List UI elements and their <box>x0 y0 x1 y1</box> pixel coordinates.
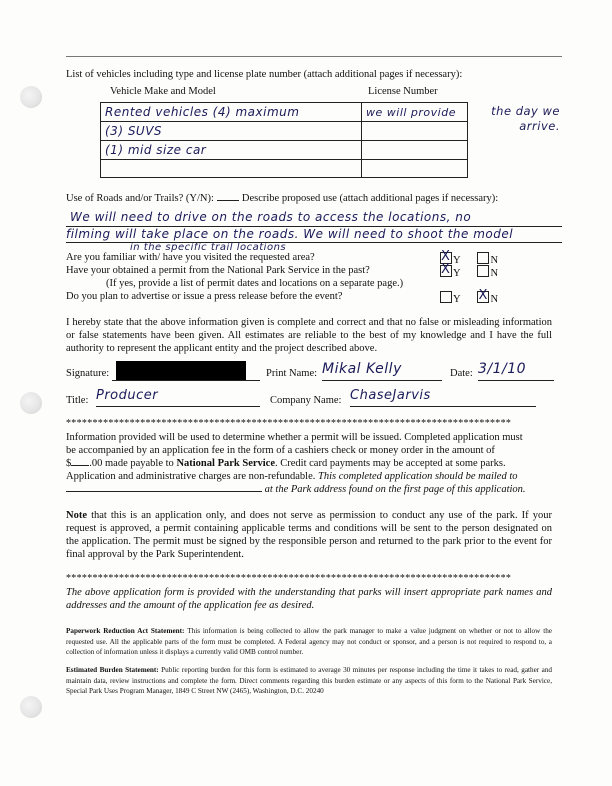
fee-line: be accompanied by an application fee in the form of a cashiers check or money order in the amount of <box>66 445 495 456</box>
vehicles-heading: List of vehicles including type and license plate number (attach additional pages if necessary): <box>66 69 463 80</box>
print-name-value: Mikal Kelly <box>322 361 402 377</box>
fee-paragraph <box>66 431 552 496</box>
punch-hole-bottom <box>20 696 42 718</box>
license-cell[interactable] <box>362 122 468 141</box>
roads-answer-line: in the specific trail locations <box>130 243 287 253</box>
table-row <box>101 160 468 178</box>
license-cell[interactable] <box>362 141 468 160</box>
fee-line: at the Park address found on the first page of this application. <box>66 483 552 496</box>
print-name-field[interactable] <box>322 360 442 381</box>
question-prior-permit: Have your obtained a permit from the National Park Service in the past? <box>66 265 370 276</box>
checkbox-no[interactable] <box>477 265 489 277</box>
question-advertise: Do you plan to advertise or issue a press release before the event? <box>66 291 343 302</box>
company-name-label: Company Name: <box>270 395 342 406</box>
title-field[interactable] <box>96 386 260 407</box>
table-row <box>101 122 468 141</box>
vehicle-make-cell[interactable] <box>101 160 362 178</box>
certification-statement: I hereby state that the above information given is complete and correct and that no false or misleading information or false statements have been given. All estimates are reliable to the best of my knowledge and I have the full authority to represent the applicant entity and the project described above. <box>66 317 552 354</box>
company-name-value: ChaseJarvis <box>350 388 431 403</box>
answer-advertise: Y X N <box>440 291 498 305</box>
note-paragraph: Note that this is an application only, and does not serve as permission to conduct any use of the park. If your request is approved, a permit containing applicable terms and conditions will be sent to the person designated on the application. The permit must be signed by the responsible person and returned to the park prior to the event for final approval by the Park Superintendent. <box>66 510 552 560</box>
roads-answer-line: We will need to drive on the roads to access the locations, no <box>66 209 562 227</box>
roads-question: Use of Roads and/or Trails? (Y/N): Describe proposed use (attach additional pages if necessary): <box>66 193 499 204</box>
checkbox-no[interactable] <box>477 291 489 303</box>
checkbox-yes[interactable] <box>440 265 452 277</box>
answer-prior-permit: X Y N <box>440 265 498 279</box>
license-cell[interactable]: we will provide <box>362 103 468 122</box>
fee-line: $ .00 made payable to National Park Service. Credit card payments may be accepted at some parks. <box>66 458 506 469</box>
roads-answer[interactable] <box>66 209 562 253</box>
permit-list-instruction: (If yes, provide a list of permit dates and locations on a separate page.) <box>106 278 404 289</box>
signature-redaction <box>116 361 246 380</box>
date-label: Date: <box>450 368 473 379</box>
license-cell[interactable] <box>362 160 468 178</box>
vehicles-col-plate: License Number <box>368 86 438 97</box>
date-value: 3/1/10 <box>478 361 527 377</box>
paperwork-reduction-statement: Paperwork Reduction Act Statement: This information is being collected to allow the park manager to make a value judgment on whether or not to allow the requested use. All the applicable parts of the form must be completed. A Federal agency may not conduct or sponsor, and a person is not required to respond to, a collection of information unless it displays a currently valid OMB control number. <box>66 627 552 656</box>
answer-familiar: X Y N <box>440 252 498 266</box>
title-label: Title: <box>66 395 89 406</box>
vehicles-table <box>100 102 468 178</box>
vehicle-make-cell[interactable]: Rented vehicles (4) maximum <box>101 103 362 122</box>
signature-label: Signature: <box>66 368 110 379</box>
date-field[interactable] <box>478 360 554 381</box>
checkbox-no[interactable] <box>477 252 489 264</box>
table-row <box>101 103 468 122</box>
understanding-note: The above application form is provided with the understanding that parks will insert appropriate park names and addresses and the amount of the application fee as desired. <box>66 587 552 611</box>
vehicle-make-cell[interactable]: (1) mid size car <box>101 141 362 160</box>
table-row <box>101 141 468 160</box>
punch-hole-middle <box>20 392 42 414</box>
fee-line: Information provided will be used to determine whether a permit will be issued. Completed application must <box>66 432 523 443</box>
vehicle-make-cell[interactable]: (3) SUVS <box>101 122 362 141</box>
park-address-blank[interactable] <box>66 491 262 492</box>
signature-line <box>112 380 260 381</box>
question-familiar: Are you familiar with/ have you visited the requested area? <box>66 252 315 263</box>
fee-line: Application and administrative charges are non-refundable. This completed application should be mailed to <box>66 471 518 482</box>
vehicles-margin-note: the day we arrive. <box>491 104 560 133</box>
title-value: Producer <box>96 388 159 403</box>
top-rule <box>66 56 562 57</box>
roads-answer-line: filming will take place on the roads. We will need to shoot the model <box>66 227 562 243</box>
burden-statement: Estimated Burden Statement: Public reporting burden for this form is estimated to average 30 minutes per response including the time it takes to read, gather and maintain data, review instructions and complete the form. Direct comments regarding this burden estimate or any aspects of this form to the National Park Service, Special Park Uses Program Manager, 1849 C Street NW (2465), Washington, D.C. 20240 <box>66 666 553 695</box>
separator-stars: ************************************************************************************ <box>66 418 512 429</box>
punch-hole-top <box>20 86 42 108</box>
checkbox-yes[interactable] <box>440 291 452 303</box>
company-name-field[interactable] <box>350 386 536 407</box>
print-name-label: Print Name: <box>266 368 318 379</box>
vehicles-col-make: Vehicle Make and Model <box>110 86 216 97</box>
separator-stars: ************************************************************************************ <box>66 573 512 584</box>
